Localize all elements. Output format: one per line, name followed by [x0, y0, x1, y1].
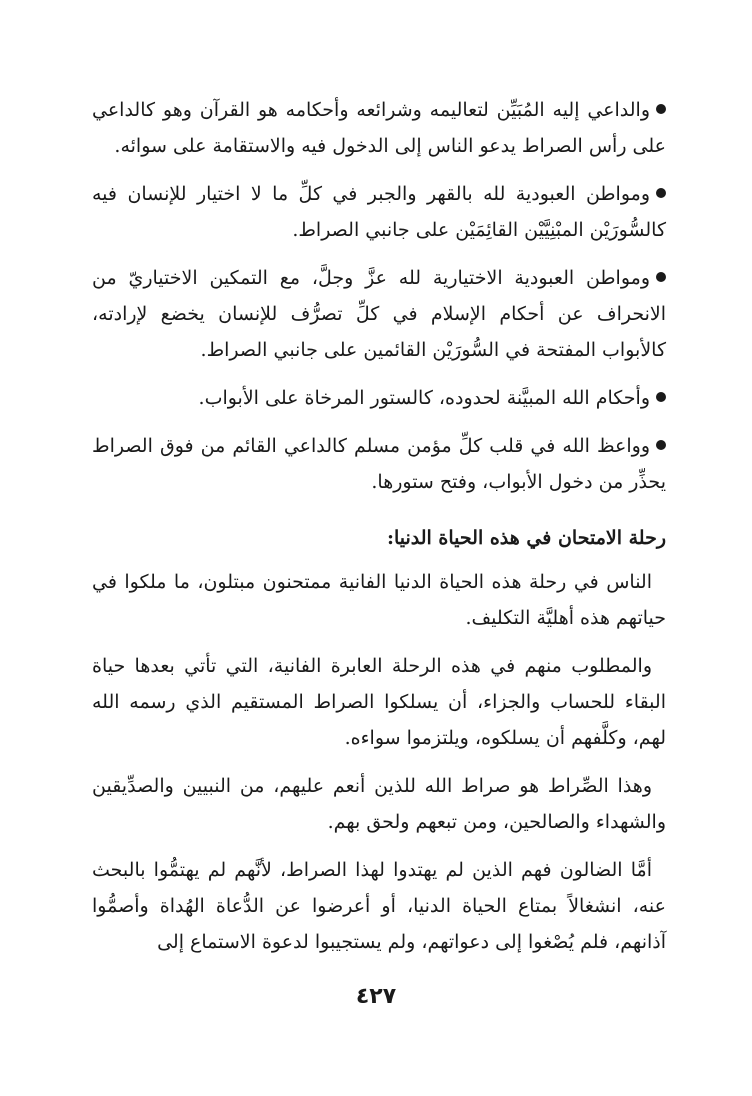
page-body — [92, 92, 666, 972]
bullet-paragraph — [92, 380, 666, 416]
bullet-paragraph — [92, 428, 666, 500]
bullet-text: ومواطن العبودية لله بالقهر والجبر في كلِّ ما لا اختيار للإنسان فيه كالسُّورَيْن المبْنِيَّيْن القائِمَيْن على جانبي الصراط. — [92, 183, 666, 241]
section-heading: رحلة الامتحان في هذه الحياة الدنيا: — [386, 527, 666, 549]
bullet-dot-icon — [656, 272, 666, 282]
bullet-text: وأحكام الله المبيَّنة لحدوده، كالستور المرخاة على الأبواب. — [198, 387, 650, 409]
body-paragraph: وهذا الصِّراط هو صراط الله للذين أنعم عليهم، من النبيين والصدِّيقين والشهداء والصالحين، ومن تبعهم ولحق بهم. — [92, 775, 666, 833]
bullet-text: وواعظ الله في قلب كلِّ مؤمن مسلم كالداعي القائم من فوق الصراط يحذِّر من دخول الأبواب، وفتح ستورها. — [92, 435, 666, 493]
bullet-paragraph — [92, 92, 666, 164]
bullet-dot-icon — [656, 104, 666, 114]
bullet-dot-icon — [656, 440, 666, 450]
bullet-text: والداعي إليه المُبَيِّن لتعاليمه وشرائعه وأحكامه هو القرآن وهو كالداعي على رأس الصراط يدعو الناس إلى الدخول فيه والاستقامة على سوائه. — [92, 99, 666, 157]
bullet-dot-icon — [656, 392, 666, 402]
bullet-dot-icon — [656, 188, 666, 198]
bullet-paragraph — [92, 260, 666, 368]
body-paragraph: والمطلوب منهم في هذه الرحلة العابرة الفانية، التي تأتي بعدها حياة البقاء للحساب والجزاء، أن يسلكوا الصراط المستقيم الذي رسمه الله لهم، وكلَّفهم أن يسلكوه، ويلتزموا سواءه. — [92, 655, 666, 749]
body-paragraph: الناس في رحلة هذه الحياة الدنيا الفانية ممتحنون مبتلون، ما ملكوا في حياتهم هذه أهليَّة التكليف. — [92, 571, 666, 629]
page-number: ٤٢٧ — [355, 984, 397, 1009]
body-paragraph: أمَّا الضالون فهم الذين لم يهتدوا لهذا الصراط، لأنَّهم لم يهتمُّوا بالبحث عنه، انشغالاً بمتاع الحياة الدنيا، أو أعرضوا عن الدُّعاة الهُداة وأصمُّوا آذانهم، فلم يُصْغوا إلى دعواتهم، ولم يستجيبوا لدعوة الاستماع إلى — [92, 859, 666, 953]
bullet-text: ومواطن العبودية الاختيارية لله عزَّ وجلَّ، مع التمكين الاختياريّ من الانحراف عن أحكام الإسلام في كلِّ تصرُّف للإنسان يخضع لإرادته، كالأبواب المفتحة في السُّورَيْن القائمين على جانبي الصراط. — [92, 267, 666, 361]
bullet-paragraph — [92, 176, 666, 248]
